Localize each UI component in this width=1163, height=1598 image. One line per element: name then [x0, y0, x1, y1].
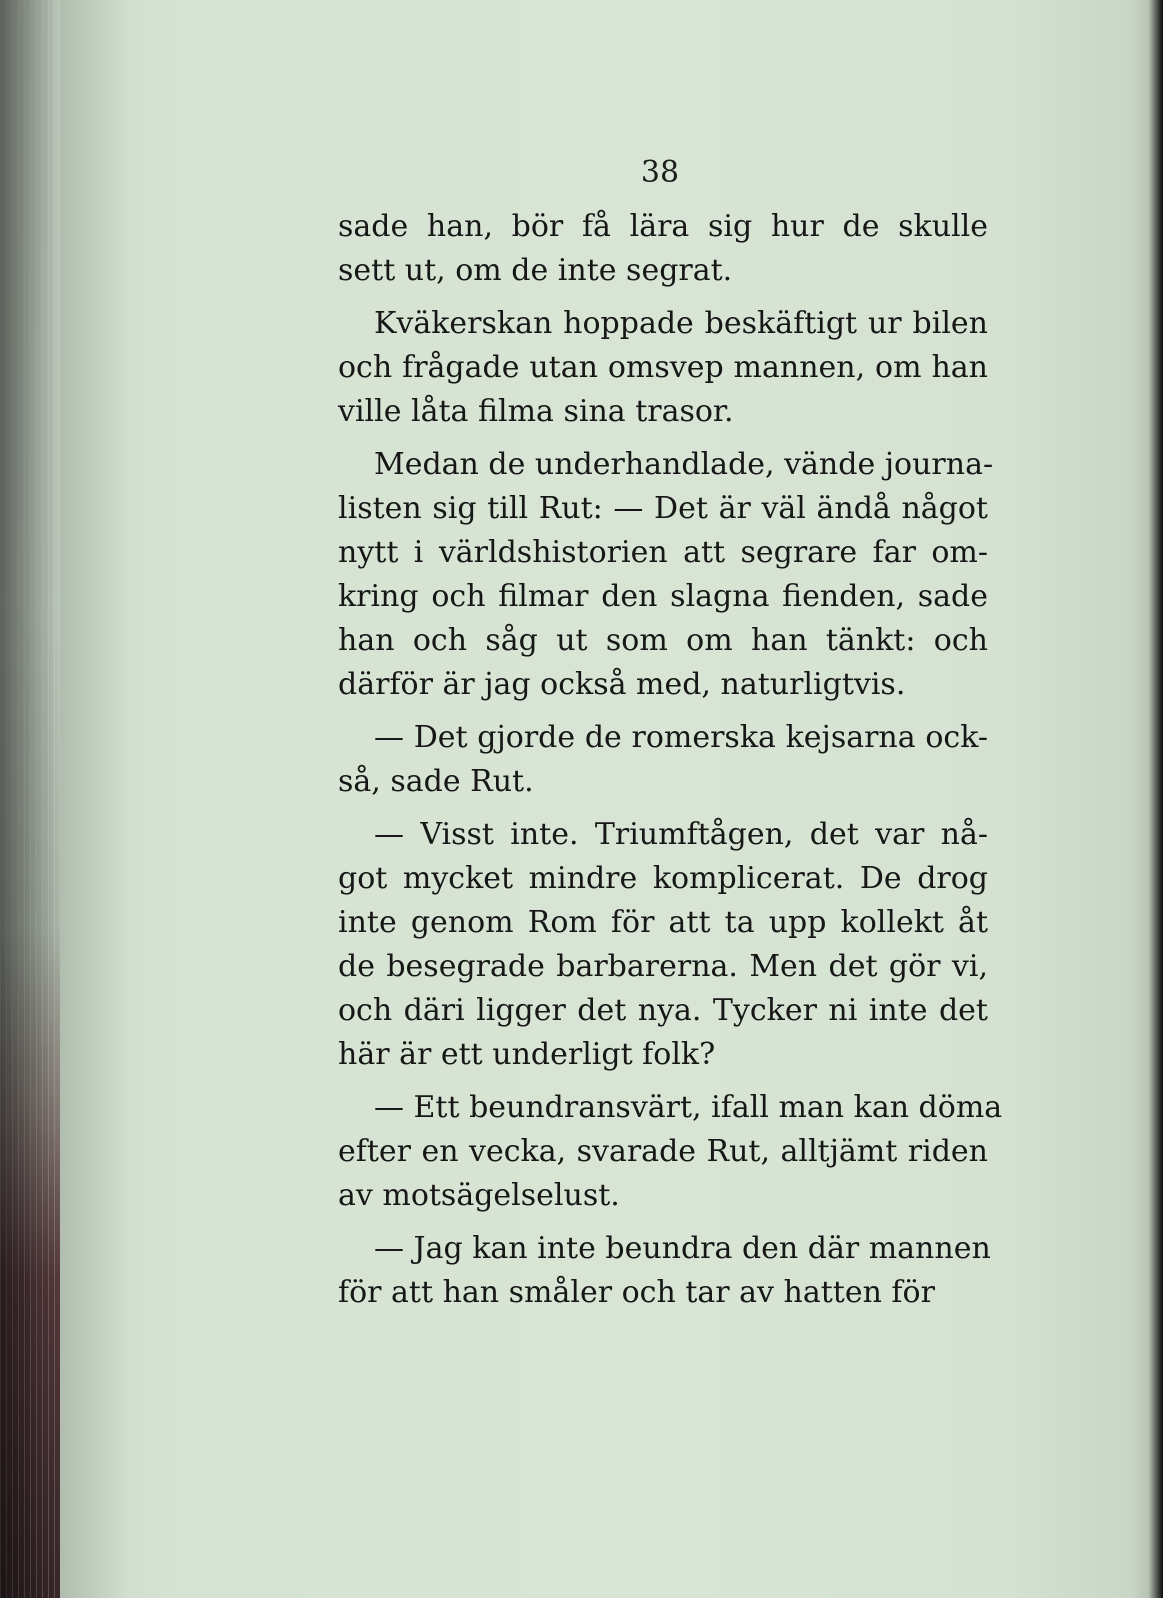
gutter-shadow: [60, 0, 130, 1598]
body-text: [338, 205, 1003, 1324]
paragraph: [338, 1086, 1003, 1218]
text-line: därför är jag också med, naturligtvis.: [338, 667, 906, 702]
text-line: han och såg ut som om han tänkt: och: [338, 623, 988, 658]
paragraph: [338, 443, 994, 707]
text-line: nytt i världshistorien att segrare far om-: [338, 535, 988, 570]
paragraph: [338, 205, 988, 293]
text-line: kring och filmar den slagna fienden, sade: [338, 579, 988, 614]
text-line: — Jag kan inte beundra den där mannen: [374, 1231, 991, 1266]
page-number: 38: [640, 155, 680, 190]
text-line: Kväkerskan hoppade beskäftigt ur bilen: [374, 306, 988, 341]
paragraph: [338, 1227, 991, 1315]
text-line: inte genom Rom för att ta upp kollekt åt: [338, 905, 988, 940]
text-line: sett ut, om de inte segrat.: [338, 253, 733, 288]
text-line: efter en vecka, svarade Rut, alltjämt riden: [338, 1134, 988, 1169]
text-line: listen sig till Rut: — Det är väl ändå något: [338, 491, 988, 526]
text-line: sade han, bör få lära sig hur de skulle: [338, 209, 988, 244]
text-line: av motsägelselust.: [338, 1178, 620, 1213]
paragraph: [338, 813, 988, 1077]
text-line: — Visst inte. Triumftågen, det var nå-: [374, 817, 988, 852]
paragraph: [338, 302, 988, 434]
text-line: så, sade Rut.: [338, 764, 534, 799]
paragraph: [338, 716, 988, 804]
text-line: och frågade utan omsvep mannen, om han: [338, 350, 988, 385]
text-line: och däri ligger det nya. Tycker ni inte det: [338, 993, 988, 1028]
text-line: got mycket mindre komplicerat. De drog: [338, 861, 988, 896]
text-line: — Det gjorde de romerska kejsarna ock-: [374, 720, 988, 755]
text-line: Medan de underhandlade, vände journa-: [374, 447, 994, 482]
text-line: de besegrade barbarerna. Men det gör vi,: [338, 949, 988, 984]
text-line: — Ett beundransvärt, ifall man kan döma: [374, 1090, 1003, 1125]
text-line: för att han småler och tar av hatten för: [338, 1275, 935, 1310]
page-right-edge: [1131, 0, 1163, 1598]
text-line: här är ett underligt folk?: [338, 1037, 716, 1072]
text-line: ville låta filma sina trasor.: [338, 394, 734, 429]
